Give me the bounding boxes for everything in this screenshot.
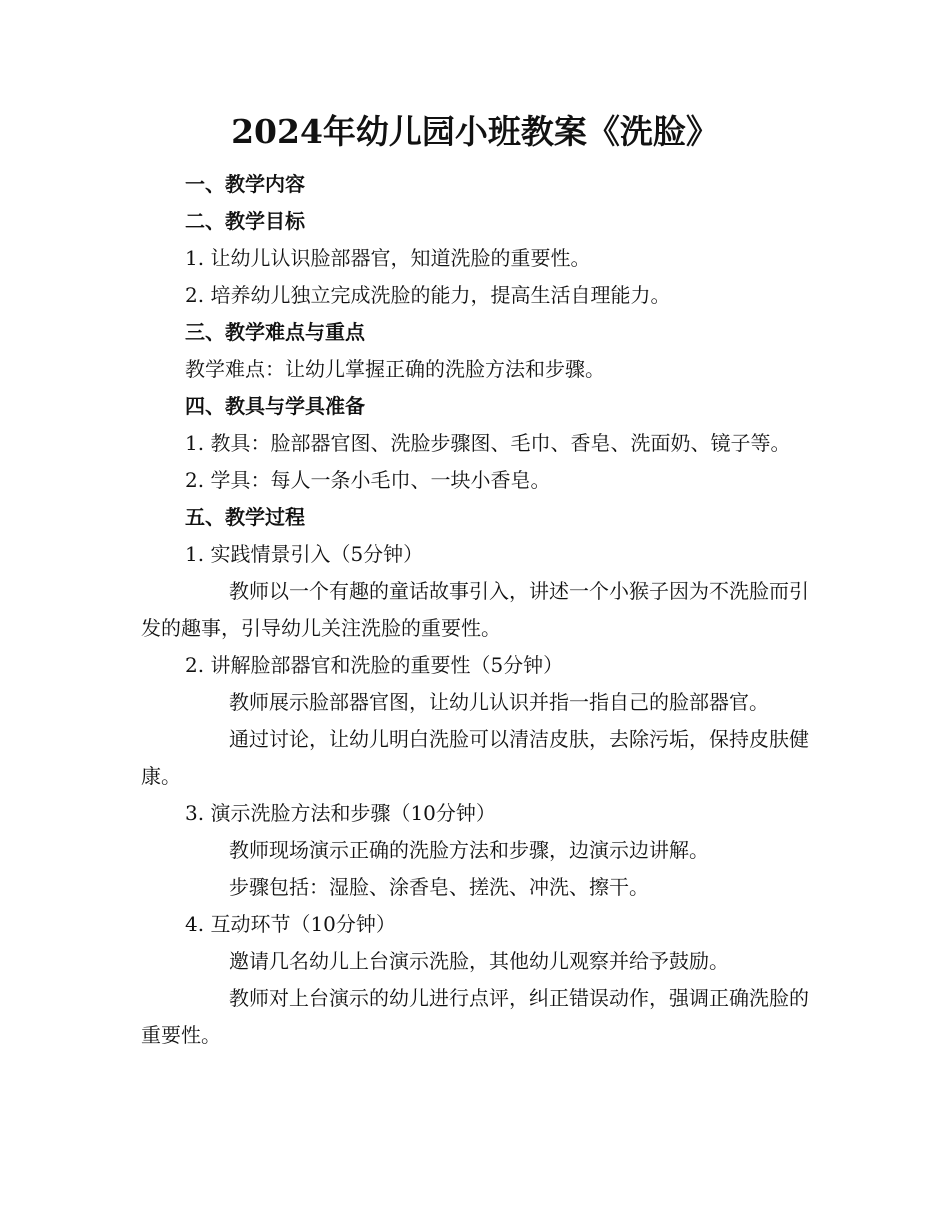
process-step-2-text-1: 教师展示脸部器官图，让幼儿认识并指一指自己的脸部器官。 — [229, 690, 769, 714]
process-step-2-text-2: 通过讨论，让幼儿明白洗脸可以清洁皮肤，去除污垢，保持皮肤健康。 — [141, 727, 809, 788]
process-step-3-text-1: 教师现场演示正确的洗脸方法和步骤，边演示边讲解。 — [229, 838, 709, 862]
section-heading-content: 一、教学内容 — [185, 172, 305, 196]
goal-item-2: 2. 培养幼儿独立完成洗脸的能力，提高生活自理能力。 — [185, 283, 671, 307]
difficulty-text: 教学难点：让幼儿掌握正确的洗脸方法和步骤。 — [185, 357, 605, 381]
section-heading-difficulty: 三、教学难点与重点 — [185, 320, 365, 344]
goal-item-1: 1. 让幼儿认识脸部器官，知道洗脸的重要性。 — [185, 246, 591, 270]
materials-item-1: 1. 教具：脸部器官图、洗脸步骤图、毛巾、香皂、洗面奶、镜子等。 — [185, 431, 791, 455]
section-heading-materials: 四、教具与学具准备 — [185, 394, 365, 418]
section-heading-process: 五、教学过程 — [185, 505, 305, 529]
document-body — [141, 166, 809, 1054]
process-step-2-title: 2. 讲解脸部器官和洗脸的重要性（5分钟） — [185, 653, 564, 677]
process-step-1-text: 教师以一个有趣的童话故事引入，讲述一个小猴子因为不洗脸而引发的趣事，引导幼儿关注洗脸的重要性。 — [141, 579, 809, 640]
process-step-3-title: 3. 演示洗脸方法和步骤（10分钟） — [185, 801, 496, 825]
process-step-4-title: 4. 互动环节（10分钟） — [185, 912, 396, 936]
section-heading-goals: 二、教学目标 — [185, 209, 305, 233]
materials-item-2: 2. 学具：每人一条小毛巾、一块小香皂。 — [185, 468, 551, 492]
process-step-4-text-2: 教师对上台演示的幼儿进行点评，纠正错误动作，强调正确洗脸的重要性。 — [141, 986, 809, 1047]
document-title: 2024年幼儿园小班教案《洗脸》 — [231, 112, 719, 151]
process-step-3-text-2: 步骤包括：湿脸、涂香皂、搓洗、冲洗、擦干。 — [229, 875, 649, 899]
process-step-4-text-1: 邀请几名幼儿上台演示洗脸，其他幼儿观察并给予鼓励。 — [229, 949, 729, 973]
process-step-1-title: 1. 实践情景引入（5分钟） — [185, 542, 424, 566]
